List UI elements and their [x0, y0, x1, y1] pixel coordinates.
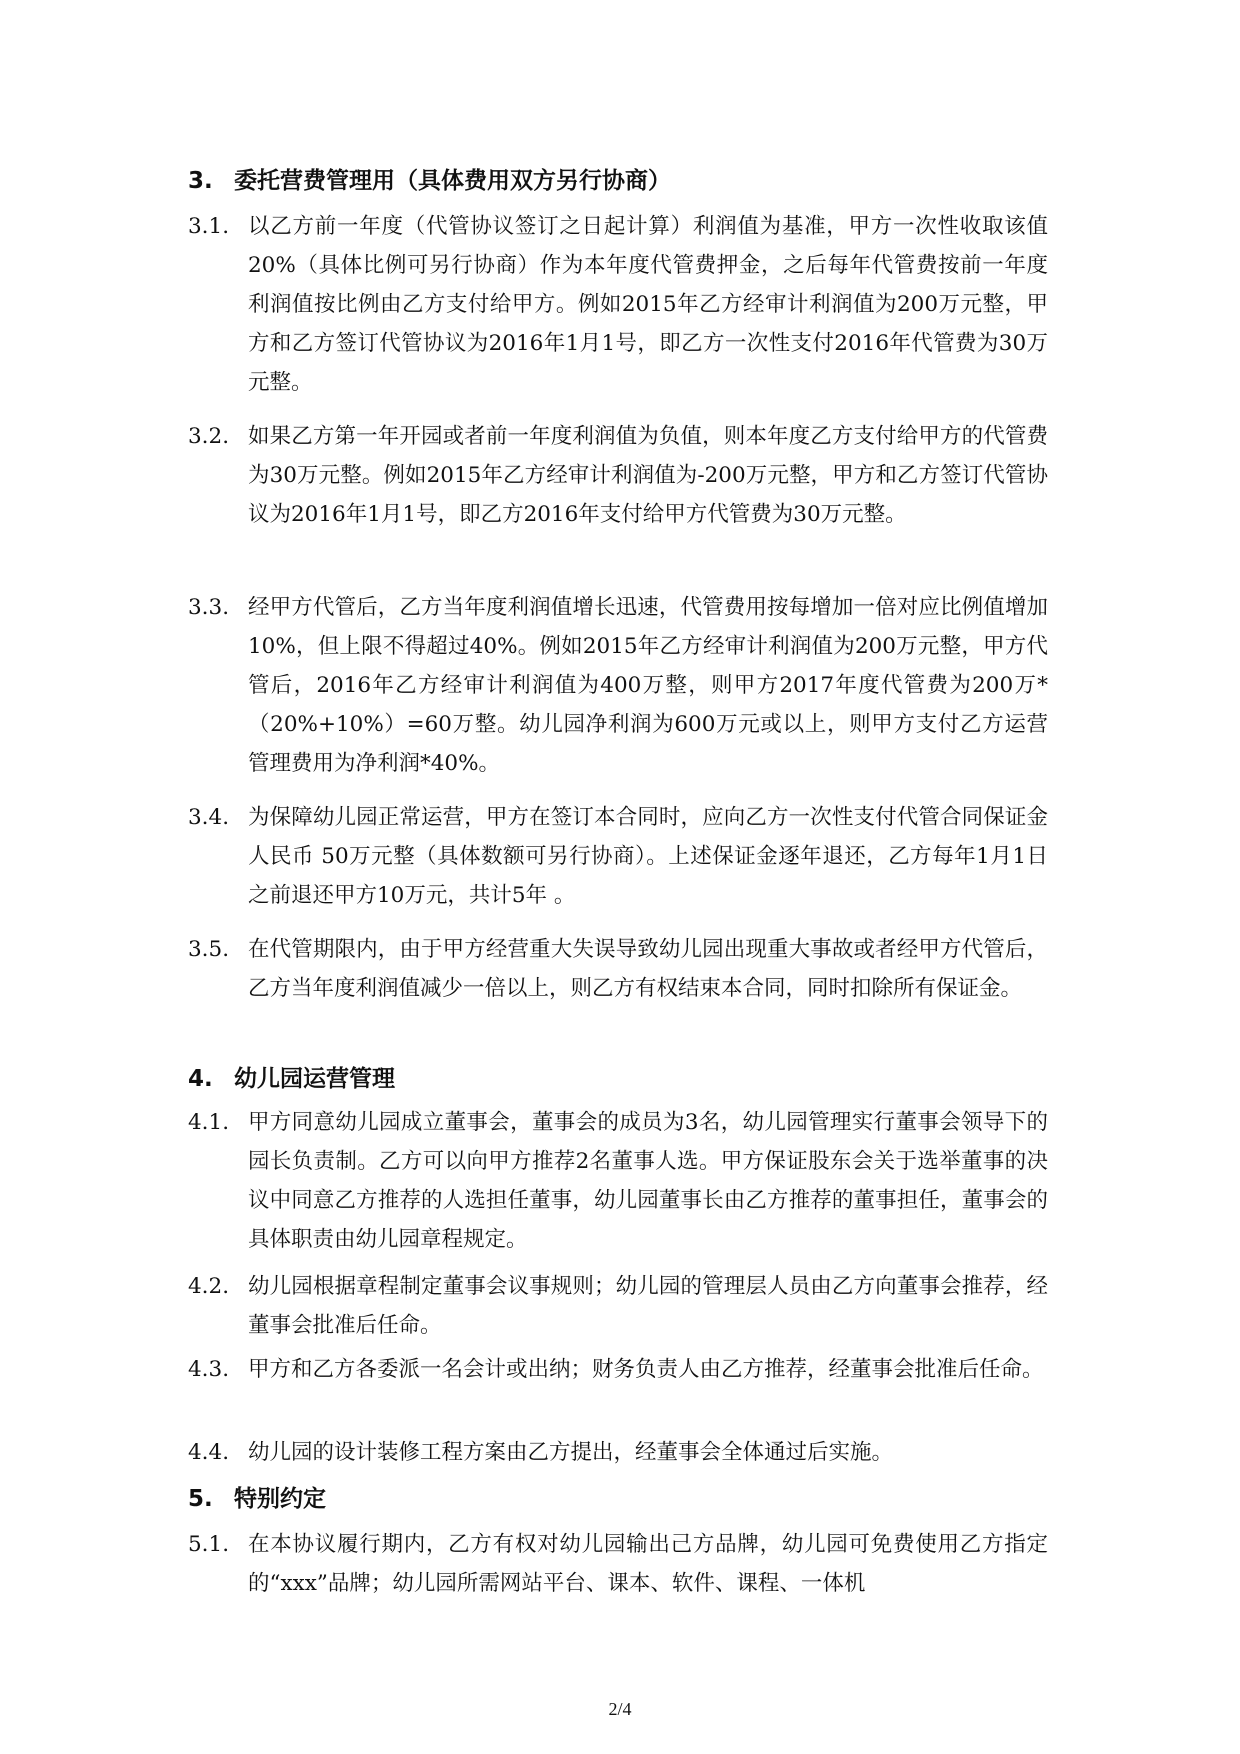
clause — [188, 1350, 1048, 1389]
section-number: 3. — [188, 168, 213, 194]
clause-number: 3.2. — [188, 424, 230, 449]
section-number: 4. — [188, 1066, 213, 1092]
section-heading — [188, 1063, 395, 1095]
clause-text: 经甲方代管后，乙方当年度利润值增长迅速，代管费用按每增加一倍对应比例值增加10%，但上限不得超过40%。例如2015年乙方经审计利润值为200万元整，甲方代管后，2016年乙方经审计利润值为400万整，则甲方2017年度代管费为200万*（20%+10%）=60万整。幼儿园净利润为600万元或以上，则甲方支付乙方运营管理费用为净利润*40%。 — [248, 595, 1048, 776]
clause — [188, 1267, 1048, 1345]
clause-number: 5.1. — [188, 1532, 230, 1557]
clause-text: 在代管期限内，由于甲方经营重大失误导致幼儿园出现重大事故或者经甲方代管后，乙方当年度利润值减少一倍以上，则乙方有权结束本合同，同时扣除所有保证金。 — [248, 937, 1048, 1001]
clause-number: 3.3. — [188, 595, 230, 620]
clause — [188, 930, 1048, 1008]
clause-number: 3.5. — [188, 937, 230, 962]
clause — [188, 798, 1048, 915]
clause-text: 为保障幼儿园正常运营，甲方在签订本合同时，应向乙方一次性支付代管合同保证金人民币 50万元整（具体数额可另行协商）。上述保证金逐年退还，乙方每年1月1日之前退还甲方10万元，共计5年 。 — [248, 805, 1048, 908]
clause — [188, 1525, 1048, 1603]
clause-number: 3.4. — [188, 805, 230, 830]
clause — [188, 1103, 1048, 1259]
page-number: 2/4 — [608, 1699, 632, 1719]
clause-text: 以乙方前一年度（代管协议签订之日起计算）利润值为基准，甲方一次性收取该值20%（具体比例可另行协商）作为本年度代管费押金，之后每年代管费按前一年度利润值按比例由乙方支付给甲方。例如2015年乙方经审计利润值为200万元整，甲方和乙方签订代管协议为2016年1月1号，即乙方一次性支付2016年代管费为30万元整。 — [248, 214, 1048, 395]
clause-text: 甲方和乙方各委派一名会计或出纳；财务负责人由乙方推荐，经董事会批准后任命。 — [248, 1357, 1044, 1382]
clause-text: 甲方同意幼儿园成立董事会，董事会的成员为3名，幼儿园管理实行董事会领导下的园长负责制。乙方可以向甲方推荐2名董事人选。甲方保证股东会关于选举董事的决议中同意乙方推荐的人选担任董事，幼儿园董事长由乙方推荐的董事担任，董事会的具体职责由幼儿园章程规定。 — [248, 1110, 1048, 1252]
clause — [188, 417, 1048, 534]
clause-number: 4.1. — [188, 1110, 230, 1135]
clause-text: 幼儿园的设计装修工程方案由乙方提出，经董事会全体通过后实施。 — [248, 1440, 894, 1465]
clause-number: 4.4. — [188, 1440, 230, 1465]
section-heading — [188, 1483, 326, 1515]
clause — [188, 588, 1048, 783]
clause-number: 3.1. — [188, 214, 230, 239]
section-title: 特别约定 — [234, 1486, 326, 1512]
section-number: 5. — [188, 1486, 213, 1512]
clause-number: 4.2. — [188, 1274, 230, 1299]
section-title: 幼儿园运营管理 — [234, 1066, 395, 1092]
clause-text: 幼儿园根据章程制定董事会议事规则；幼儿园的管理层人员由乙方向董事会推荐，经董事会批准后任命。 — [248, 1274, 1048, 1338]
clause — [188, 207, 1048, 402]
section-title: 委托营费管理用（具体费用双方另行协商） — [234, 168, 671, 194]
clause — [188, 1433, 1048, 1472]
section-heading — [188, 165, 671, 197]
clause-number: 4.3. — [188, 1357, 230, 1382]
clause-text: 在本协议履行期内，乙方有权对幼儿园输出己方品牌，幼儿园可免费使用乙方指定的“xxx”品牌；幼儿园所需网站平台、课本、软件、课程、一体机 — [248, 1532, 1048, 1596]
clause-text: 如果乙方第一年开园或者前一年度利润值为负值，则本年度乙方支付给甲方的代管费为30万元整。例如2015年乙方经审计利润值为-200万元整，甲方和乙方签订代管协议为2016年1月1号，即乙方2016年支付给甲方代管费为30万元整。 — [248, 424, 1048, 527]
